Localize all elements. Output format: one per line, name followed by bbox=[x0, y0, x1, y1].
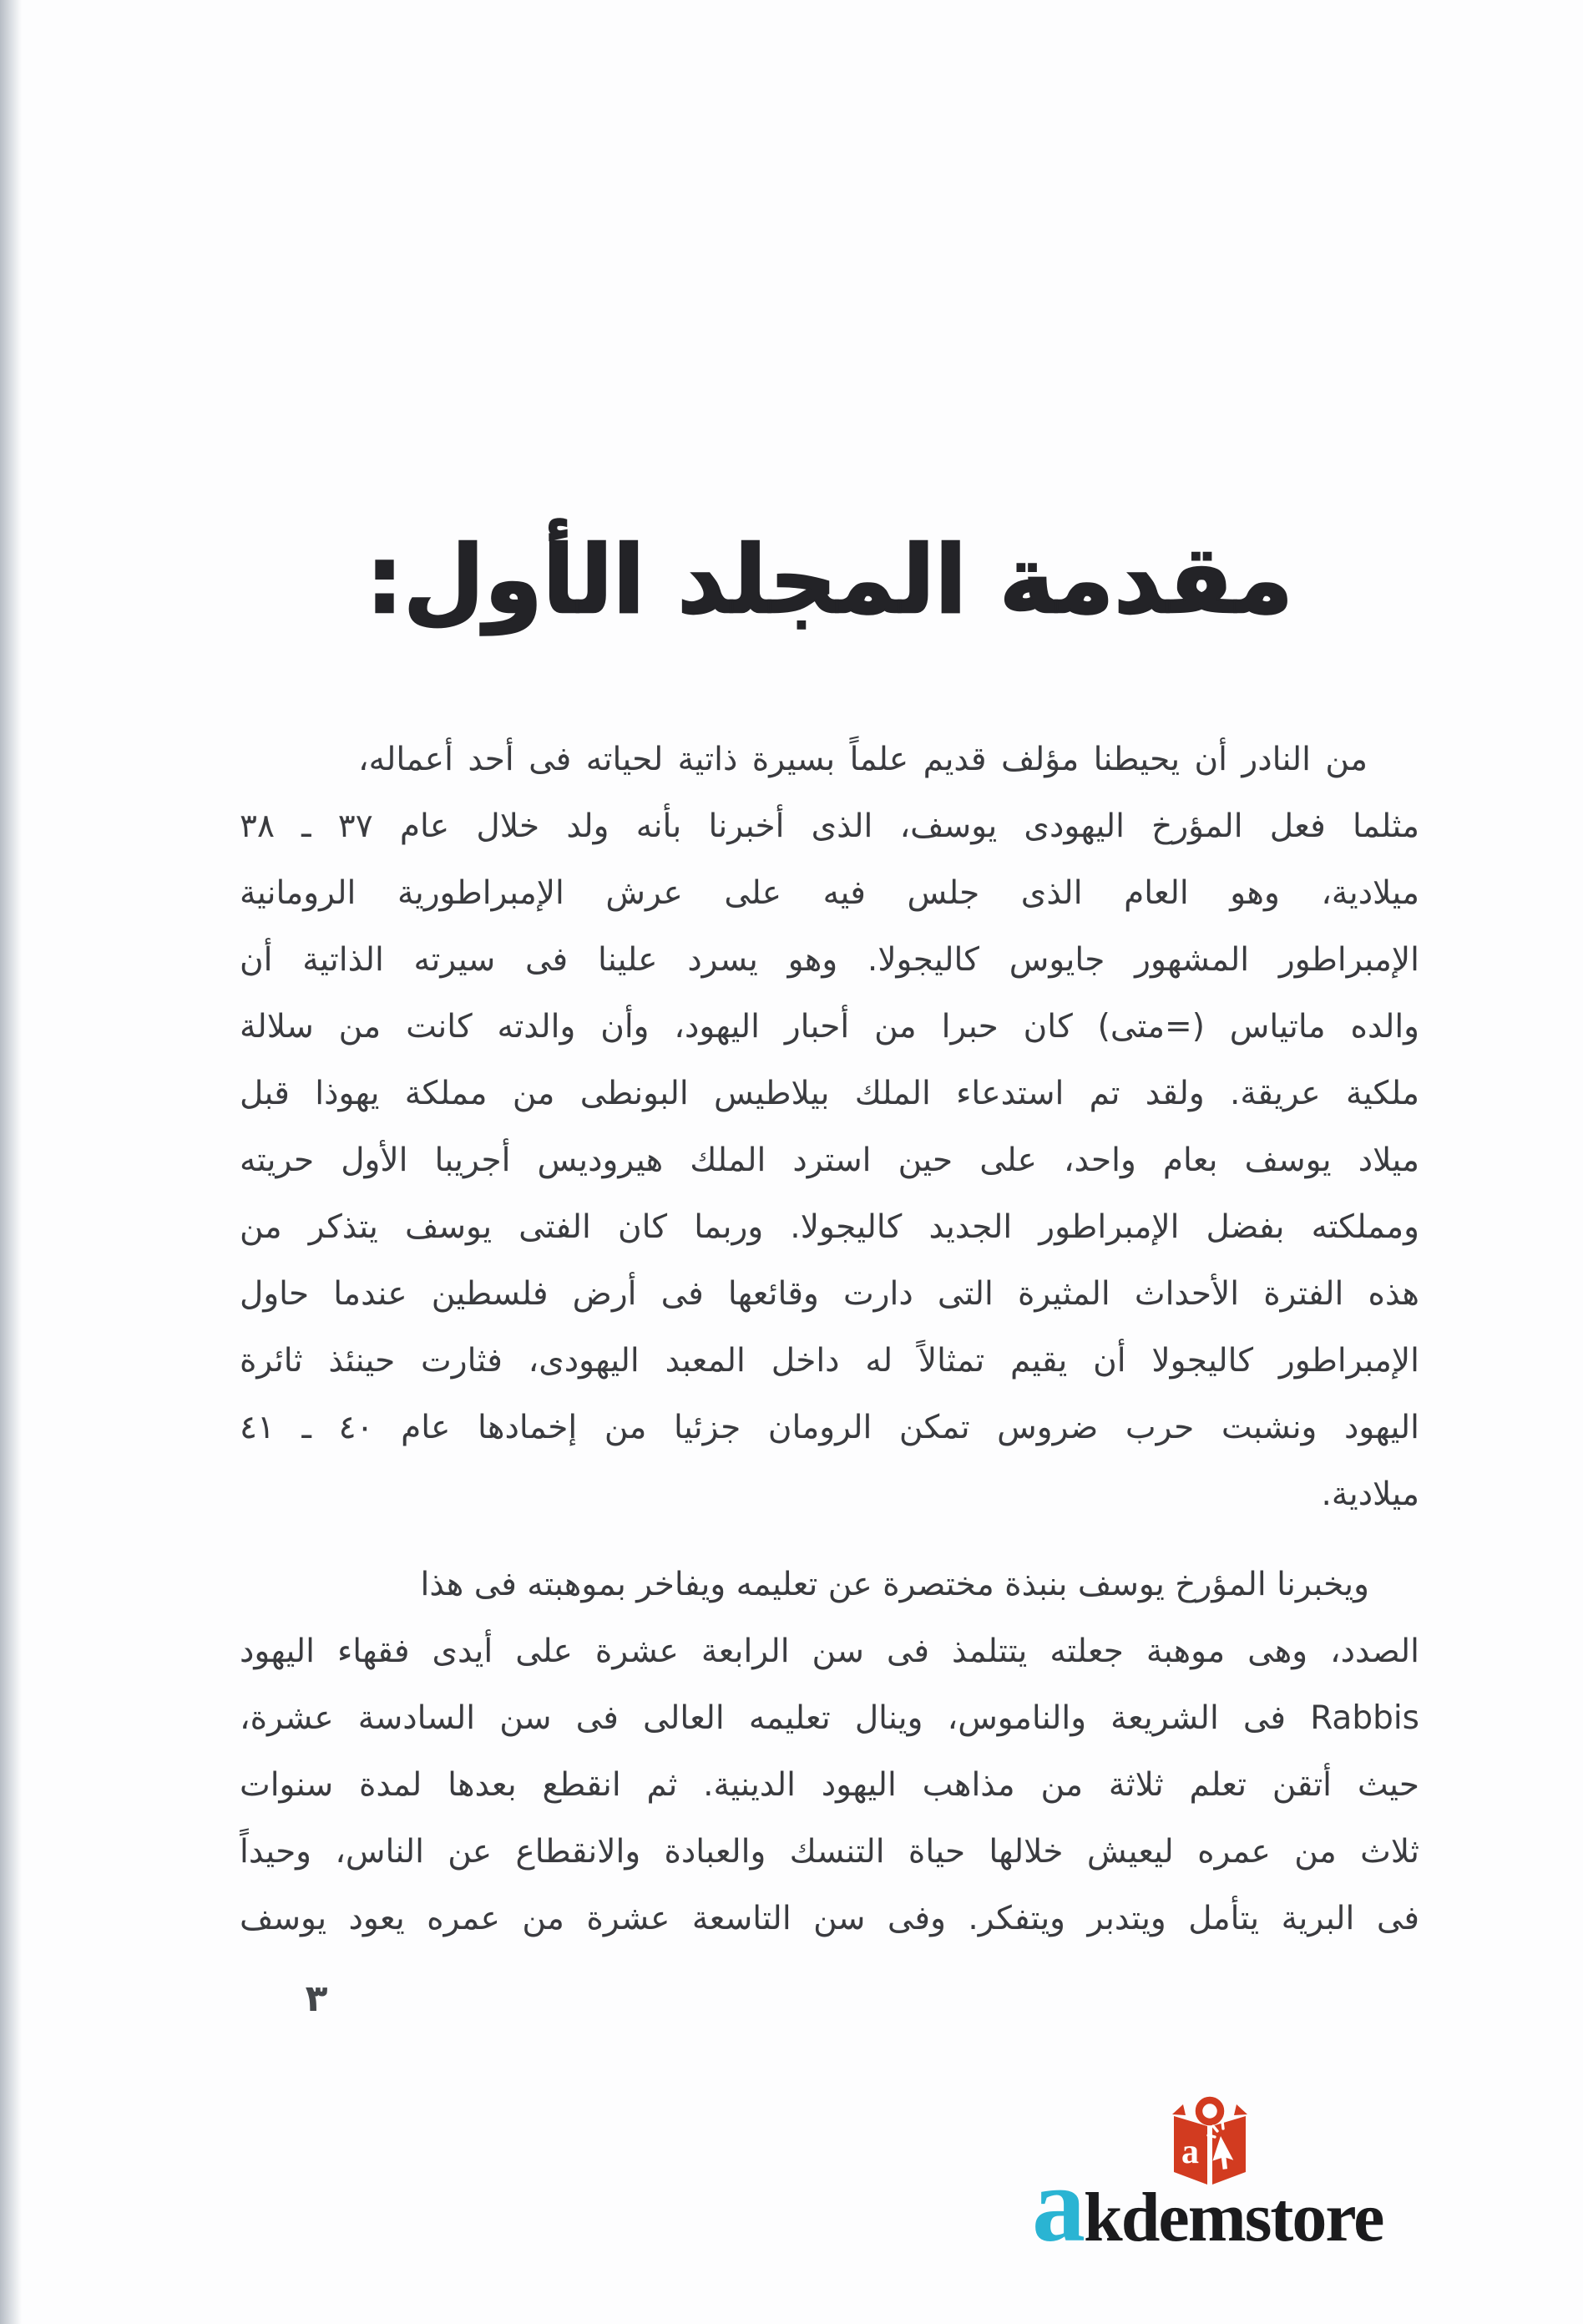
page-number: ٣ bbox=[305, 1977, 328, 2020]
paragraph-1 bbox=[240, 727, 1419, 1528]
text-line: ميلادية، وهو العام الذى جلس فيه على عرش الإمبراطورية الرومانية bbox=[240, 874, 1419, 912]
scan-edge-shadow bbox=[0, 0, 22, 2324]
text-line: ثلاث من عمره ليعيش خلالها حياة التنسك والعبادة والانقطاع عن الناس، وحيداً bbox=[240, 1833, 1419, 1871]
text-line: الإمبراطور كاليجولا أن يقيم تمثالاً له داخل المعبد اليهودى، فثارت حينئذ ثائرة bbox=[240, 1342, 1419, 1380]
text-line: الصدد، وهى موهبة جعلته يتتلمذ فى سن الرابعة عشرة على أيدى فقهاء اليهود bbox=[240, 1633, 1419, 1670]
akdemstore-wordmark bbox=[1032, 2145, 1416, 2291]
wordmark-rest: kdemstore bbox=[1084, 2179, 1383, 2256]
book-letter: a bbox=[1181, 2133, 1199, 2171]
page-title: مقدمة المجلد الأول: bbox=[366, 526, 1293, 635]
text-line: ومملكته بفضل الإمبراطور الجديد كاليجولا. وربما كان الفتى يوسف يتذكر من bbox=[240, 1208, 1419, 1246]
page-flap-left bbox=[1172, 2104, 1186, 2115]
page-flap-right bbox=[1234, 2104, 1247, 2115]
text-line: اليهود ونشبت حرب ضروس تمكن الرومان جزئيا من إخمادها عام ٤٠ ـ ٤١ bbox=[240, 1409, 1419, 1446]
text-line: من النادر أن يحيطنا مؤلف قديم علماً بسيرة ذاتية لحياته فى أحد أعماله، bbox=[358, 741, 1368, 778]
paragraph-2 bbox=[240, 1552, 1419, 1952]
text-line: مثلما فعل المؤرخ اليهودى يوسف، الذى أخبرنا بأنه ولد خلال عام ٣٧ ـ ٣٨ bbox=[240, 808, 1419, 845]
text-line: ميلادية. bbox=[1321, 1476, 1419, 1513]
text-line: الإمبراطور المشهور جايوس كاليجولا. وهو يسرد علينا فى سيرته الذاتية أن bbox=[240, 941, 1419, 979]
text-line: Rabbis فى الشريعة والناموس، وينال تعليمه العالى فى سن السادسة عشرة، bbox=[240, 1699, 1419, 1737]
text-line: والده ماتياس (=متى) كان حبرا من أحبار اليهود، وأن والدته كانت من سلالة bbox=[240, 1008, 1419, 1046]
bag-handle-icon bbox=[1199, 2100, 1221, 2122]
wordmark-letter-a: a bbox=[1032, 2145, 1084, 2264]
text-line: ملكية عريقة. ولقد تم استدعاء الملك بيلاطيس البونطى من مملكة يهوذا قبل bbox=[240, 1075, 1419, 1112]
text-line: فى البرية يتأمل ويتدبر ويتفكر. وفى سن التاسعة عشرة من عمره يعود يوسف bbox=[240, 1900, 1419, 1937]
text-line: ويخبرنا المؤرخ يوسف بنبذة مختصرة عن تعليمه ويفاخر بموهبته فى هذا bbox=[420, 1566, 1369, 1603]
text-line: ميلاد يوسف بعام واحد، على حين استرد الملك هيروديس أجريبا الأول حريته bbox=[240, 1142, 1419, 1179]
text-line: هذه الفترة الأحداث المثيرة التى دارت وقائعها فى أرض فلسطين عندما حاول bbox=[240, 1275, 1419, 1313]
text-line: حيث أتقن تعلم ثلاثة من مذاهب اليهود الدينية. ثم انقطع بعدها لمدة سنوات bbox=[240, 1766, 1419, 1804]
